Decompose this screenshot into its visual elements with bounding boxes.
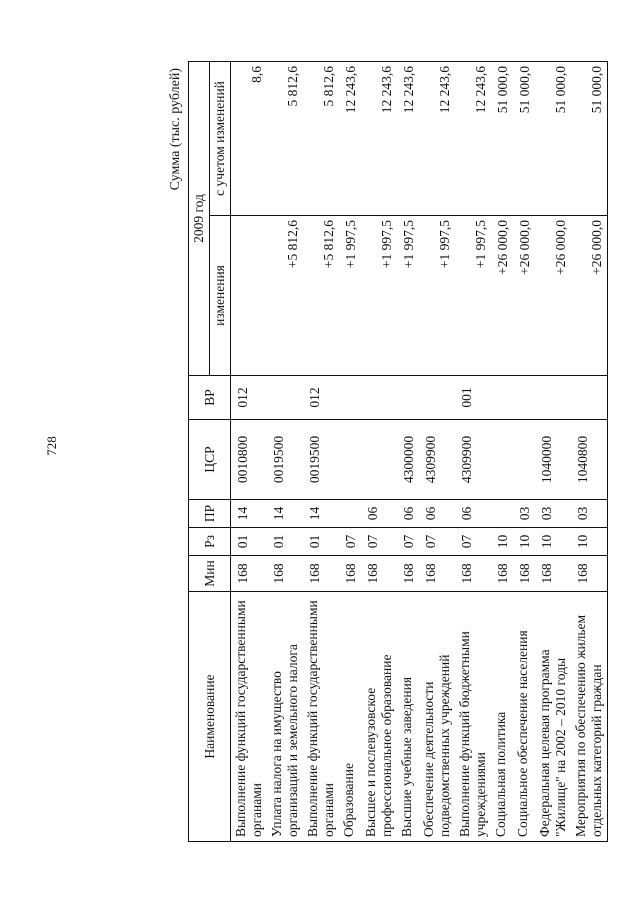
cell-pr [491, 500, 513, 528]
cell-name: Высшее и послевузовское профессиональное образование [361, 592, 397, 842]
cell-vr [361, 376, 397, 420]
cell-vr [535, 376, 571, 420]
cell-vr: 012 [303, 376, 339, 420]
header-csr: ЦСР [189, 420, 231, 500]
header-with-change: с учетом изменений [210, 62, 231, 216]
header-rz: Рз [189, 528, 231, 556]
cell-min: 168 [361, 556, 397, 592]
cell-pr: 03 [513, 500, 535, 528]
cell-vr [571, 376, 608, 420]
cell-min: 168 [419, 556, 455, 592]
header-min: Мин [189, 556, 231, 592]
cell-name: Социальная политика [491, 592, 513, 842]
cell-pr: 14 [267, 500, 303, 528]
cell-total: 51 000,0 [491, 62, 513, 216]
header-year: 2009 год [189, 62, 210, 376]
cell-total: 12 243,6 [361, 62, 397, 216]
cell-change: +1 997,5 [361, 216, 397, 376]
cell-name: Обеспечение деятельности подведомственных учреждений [419, 592, 455, 842]
cell-min: 168 [397, 556, 419, 592]
cell-csr [361, 420, 397, 500]
cell-name: Выполнение функций бюджетными учреждениями [455, 592, 491, 842]
cell-vr [397, 376, 419, 420]
cell-pr: 06 [397, 500, 419, 528]
budget-table [188, 61, 608, 842]
cell-vr [513, 376, 535, 420]
header-name: Наименование [189, 592, 231, 842]
cell-min: 168 [513, 556, 535, 592]
cell-name: Уплата налога на имущество организаций и земельного налога [267, 592, 303, 842]
cell-total: 51 000,0 [535, 62, 571, 216]
sum-caption: Сумма (тыс. рублей) [168, 68, 183, 191]
cell-min: 168 [535, 556, 571, 592]
table-row [303, 62, 339, 842]
cell-vr [491, 376, 513, 420]
rotated-page-content [168, 62, 630, 842]
cell-csr [491, 420, 513, 500]
cell-total: 5 812,6 [267, 62, 303, 216]
cell-name: Выполнение функций государственными органами [231, 592, 268, 842]
cell-pr: 06 [419, 500, 455, 528]
cell-rz: 01 [231, 528, 268, 556]
cell-rz: 07 [397, 528, 419, 556]
cell-total: 8,6 [231, 62, 268, 216]
cell-min: 168 [231, 556, 268, 592]
cell-csr: 0019500 [303, 420, 339, 500]
cell-rz: 07 [361, 528, 397, 556]
table-row [513, 62, 535, 842]
cell-pr: 14 [303, 500, 339, 528]
cell-min: 168 [491, 556, 513, 592]
cell-csr [339, 420, 361, 500]
cell-rz: 10 [513, 528, 535, 556]
cell-change: +5 812,6 [267, 216, 303, 376]
cell-total: 51 000,0 [571, 62, 608, 216]
table-row [535, 62, 571, 842]
cell-rz: 07 [455, 528, 491, 556]
cell-pr: 03 [571, 500, 608, 528]
cell-rz: 10 [535, 528, 571, 556]
cell-pr: 03 [535, 500, 571, 528]
table-row [397, 62, 419, 842]
cell-pr [339, 500, 361, 528]
table-row [491, 62, 513, 842]
cell-vr: 012 [231, 376, 268, 420]
cell-change: +26 000,0 [491, 216, 513, 376]
cell-csr [513, 420, 535, 500]
cell-rz: 07 [419, 528, 455, 556]
table-row [267, 62, 303, 842]
table-row [361, 62, 397, 842]
cell-change: +1 997,5 [419, 216, 455, 376]
cell-total: 12 243,6 [455, 62, 491, 216]
cell-name: Образование [339, 592, 361, 842]
cell-vr [419, 376, 455, 420]
cell-name: Федеральная целевая программа "Жилище" на 2002 – 2010 годы [535, 592, 571, 842]
cell-csr: 4309900 [419, 420, 455, 500]
cell-change: +1 997,5 [455, 216, 491, 376]
cell-min: 168 [303, 556, 339, 592]
cell-total: 51 000,0 [513, 62, 535, 216]
cell-total: 12 243,6 [397, 62, 419, 216]
cell-total: 12 243,6 [419, 62, 455, 216]
header-pr: ПР [189, 500, 231, 528]
cell-csr: 1040800 [571, 420, 608, 500]
cell-csr: 4300000 [397, 420, 419, 500]
cell-name: Выполнение функций государственными органами [303, 592, 339, 842]
cell-rz: 07 [339, 528, 361, 556]
cell-csr: 0019500 [267, 420, 303, 500]
cell-rz: 01 [267, 528, 303, 556]
cell-change [231, 216, 268, 376]
cell-csr: 0010800 [231, 420, 268, 500]
table-row [455, 62, 491, 842]
cell-min: 168 [571, 556, 608, 592]
cell-pr: 06 [455, 500, 491, 528]
table-body [231, 62, 608, 842]
cell-change: +26 000,0 [513, 216, 535, 376]
cell-min: 168 [267, 556, 303, 592]
header-vr: ВР [189, 376, 231, 420]
cell-csr: 4309900 [455, 420, 491, 500]
cell-pr: 14 [231, 500, 268, 528]
table-row [571, 62, 608, 842]
cell-change: +26 000,0 [571, 216, 608, 376]
cell-change: +1 997,5 [339, 216, 361, 376]
cell-name: Мероприятия по обеспечению жильем отдельных категорий граждан [571, 592, 608, 842]
cell-vr [339, 376, 361, 420]
cell-rz: 10 [491, 528, 513, 556]
cell-total: 12 243,6 [339, 62, 361, 216]
table-row [339, 62, 361, 842]
cell-name: Высшие учебные заведения [397, 592, 419, 842]
cell-name: Социальное обеспечение населения [513, 592, 535, 842]
cell-total: 5 812,6 [303, 62, 339, 216]
cell-csr: 1040000 [535, 420, 571, 500]
cell-pr: 06 [361, 500, 397, 528]
cell-rz: 10 [571, 528, 608, 556]
cell-vr [267, 376, 303, 420]
cell-min: 168 [339, 556, 361, 592]
cell-change: +26 000,0 [535, 216, 571, 376]
cell-vr: 001 [455, 376, 491, 420]
cell-min: 168 [455, 556, 491, 592]
table-row [419, 62, 455, 842]
page-number: 728 [44, 436, 59, 456]
cell-change: +5 812,6 [303, 216, 339, 376]
cell-change: +1 997,5 [397, 216, 419, 376]
cell-rz: 01 [303, 528, 339, 556]
table-row [231, 62, 268, 842]
header-change: изменения [210, 216, 231, 376]
